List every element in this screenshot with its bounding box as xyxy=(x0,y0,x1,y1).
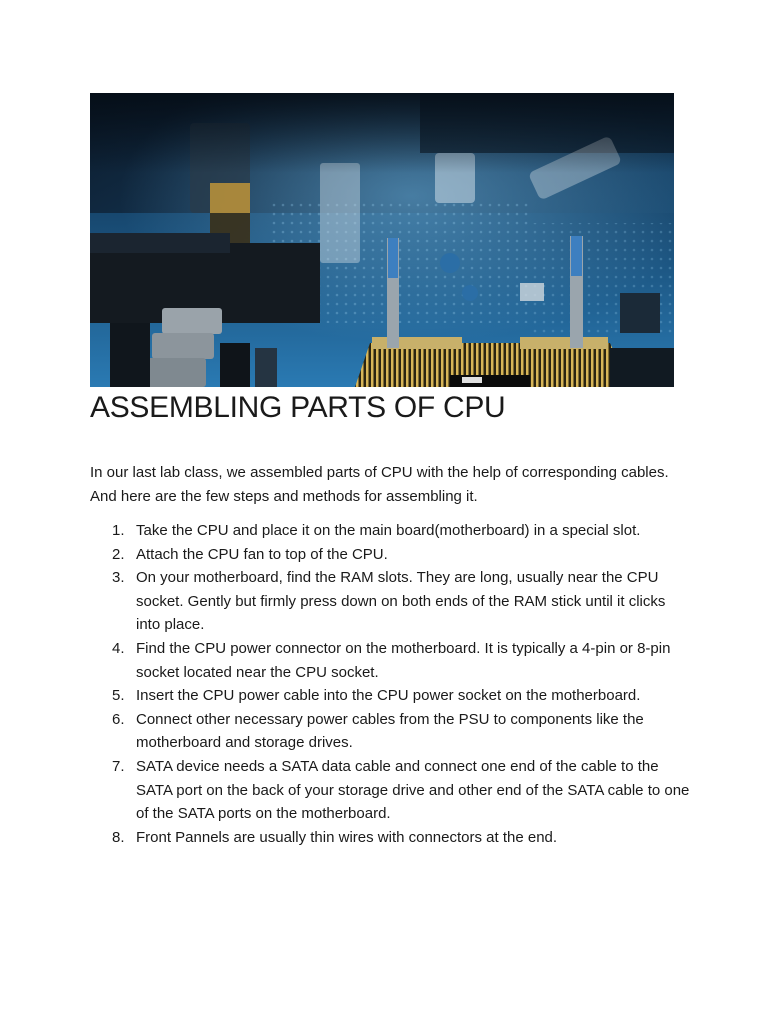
steps-list xyxy=(90,519,690,849)
list-item xyxy=(90,543,690,567)
list-item-text: Find the CPU power connector on the motherboard. It is typically a 4-pin or 8-pin socket located near the CPU socket. xyxy=(136,639,671,681)
list-item xyxy=(90,566,690,637)
list-item xyxy=(90,684,690,708)
list-number: 6. xyxy=(112,710,125,728)
motherboard-illustration xyxy=(90,93,674,387)
list-item xyxy=(90,826,690,850)
list-number: 2. xyxy=(112,545,125,563)
intro-paragraph: In our last lab class, we assembled parts of CPU with the help of corresponding cables. And here are the few steps and methods for assembling it. xyxy=(90,464,669,505)
list-number: 7. xyxy=(112,757,125,775)
list-number: 5. xyxy=(112,687,125,705)
list-item-text: Insert the CPU power cable into the CPU power socket on the motherboard. xyxy=(136,687,641,705)
list-item xyxy=(90,708,690,755)
list-item-text: Attach the CPU fan to top of the CPU. xyxy=(136,545,388,563)
list-item xyxy=(90,519,690,543)
list-item-text: SATA device needs a SATA data cable and connect one end of the cable to the SATA port on the back of your storage drive and other end of the SATA cable to one of the SATA ports on the motherboard. xyxy=(136,757,690,823)
list-item xyxy=(90,637,690,684)
list-item-text: Front Pannels are usually thin wires with connectors at the end. xyxy=(136,828,558,846)
list-item-text: Take the CPU and place it on the main board(motherboard) in a special slot. xyxy=(136,522,641,539)
list-number: 4. xyxy=(112,639,125,657)
page-title: ASSEMBLING PARTS OF CPU xyxy=(90,391,506,424)
list-number: 8. xyxy=(112,828,125,846)
list-item-text: Connect other necessary power cables from the PSU to components like the motherboard and storage drives. xyxy=(136,710,644,752)
list-number: 1. xyxy=(112,522,125,539)
list-item-text: On your motherboard, find the RAM slots. They are long, usually near the CPU socket. Gently but firmly press down on both ends of the RAM stick until it clicks into place. xyxy=(136,569,666,634)
motherboard-photo xyxy=(90,93,674,387)
list-number: 3. xyxy=(112,569,125,587)
list-item xyxy=(90,755,690,826)
